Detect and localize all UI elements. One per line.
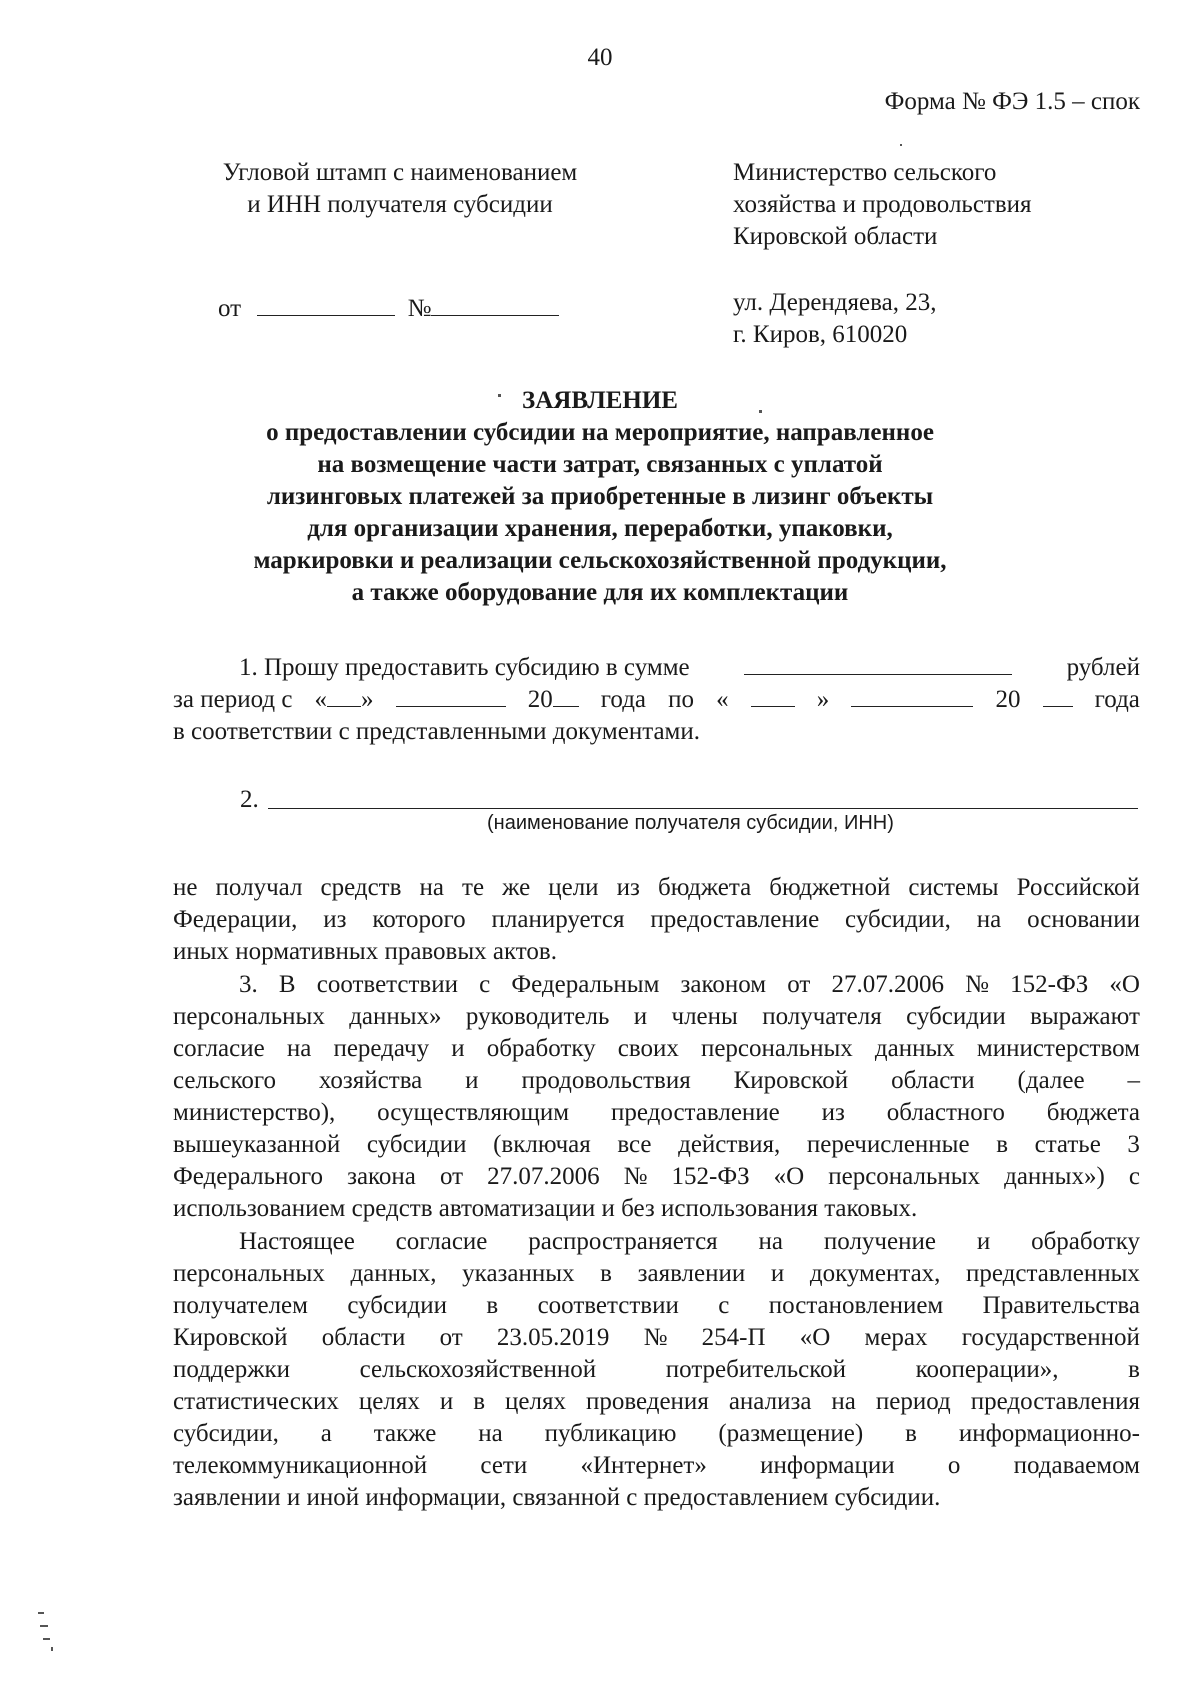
text-line: Кировской области от 23.05.2019 № 254-П «О мерах государственной — [173, 1324, 1140, 1351]
scan-speck — [38, 1612, 44, 1614]
scan-speck — [43, 1638, 50, 1640]
title-line: о предоставлении субсидии на мероприятие, направленное — [266, 419, 934, 446]
text-line: сельского хозяйства и продовольствия Кировской области (далее – — [173, 1067, 1140, 1094]
quote-open: « — [716, 686, 729, 713]
text-line: не получал средств на те же цели из бюджета бюджетной системы Российской — [173, 874, 1140, 901]
start-month-field[interactable] — [396, 684, 506, 707]
addressee-line: хозяйства и продовольствия — [733, 191, 1032, 218]
stamp-line: и ИНН получателя субсидии — [247, 191, 553, 218]
text-line: Настоящее согласие распространяется на получение и обработку — [239, 1228, 1140, 1255]
year-prefix: 20 — [995, 686, 1021, 713]
stamp-block — [150, 157, 650, 221]
text-line: получателем субсидии в соответствии с постановлением Правительства — [173, 1292, 1140, 1319]
text-line: заявлении и иной информации, связанной с предоставлением субсидии. — [173, 1484, 941, 1511]
quote-close: » — [361, 686, 374, 713]
item-1 — [173, 652, 1140, 748]
text-line: вышеуказанной субсидии (включая все действия, перечисленные в статье 3 — [173, 1131, 1140, 1158]
paragraph-2 — [173, 872, 1140, 968]
year-word: года — [1094, 686, 1140, 713]
start-year-field[interactable] — [553, 684, 579, 707]
title-line: а также оборудование для их комплектации — [351, 579, 849, 606]
year-word: года — [600, 686, 647, 713]
addressee-line: Министерство сельского — [733, 159, 997, 186]
end-month-field[interactable] — [851, 684, 973, 707]
quote-close: » — [816, 686, 830, 713]
scan-speck — [759, 410, 762, 413]
text-line: статистических целях и в целях проведения анализа на период предоставления — [173, 1388, 1140, 1415]
date-field[interactable] — [257, 293, 395, 316]
scan-speck — [51, 1647, 53, 1651]
text-line: министерство), осуществляющим предоставление из областного бюджета — [173, 1099, 1140, 1126]
stamp-date-number — [218, 293, 559, 325]
item1-currency: рублей — [1066, 654, 1140, 681]
title-heading: ЗАЯВЛЕНИЕ — [522, 387, 678, 414]
item1-last-line: в соответствии с представленными документами. — [173, 718, 701, 745]
address-line: ул. Дерендяева, 23, — [733, 289, 937, 316]
text-line: иных нормативных правовых актов. — [173, 938, 557, 965]
text-line: телекоммуникационной сети «Интернет» информации о подаваемом — [173, 1452, 1140, 1479]
to-label: по — [668, 686, 695, 713]
item-2-number: 2. — [240, 786, 259, 813]
from-label: от — [218, 295, 242, 322]
text-line: 3. В соответствии с Федеральным законом от 27.07.2006 № 152-ФЗ «О — [239, 971, 1140, 998]
text-line: Федерации, из которого планируется предоставление субсидии, на основании — [173, 906, 1140, 933]
paragraph-4 — [173, 1226, 1140, 1514]
end-day-field[interactable] — [751, 684, 795, 707]
text-line: персональных данных» руководитель и члены получателя субсидии выражают — [173, 1003, 1140, 1030]
recipient-field[interactable] — [268, 808, 1138, 809]
text-line: использованием средств автоматизации и без использования таковых. — [173, 1195, 918, 1222]
page-number: 40 — [587, 44, 613, 71]
title-line: маркировки и реализации сельскохозяйственной продукции, — [253, 547, 947, 574]
text-line: персональных данных, указанных в заявлении и документах, представленных — [173, 1260, 1140, 1287]
year-prefix: 20 — [527, 686, 553, 713]
addressee-block — [733, 157, 1032, 253]
end-year-field[interactable] — [1043, 684, 1073, 707]
address-line: г. Киров, 610020 — [733, 321, 908, 348]
period-label: за период с — [173, 686, 293, 713]
paragraph-3 — [173, 969, 1140, 1225]
recipient-caption: (наименование получателя субсидии, ИНН) — [487, 812, 894, 834]
title-line: на возмещение части затрат, связанных с уплатой — [317, 451, 883, 478]
scan-speck — [900, 144, 902, 146]
document-title — [0, 385, 1200, 609]
amount-field[interactable] — [744, 652, 1012, 675]
title-line: для организации хранения, переработки, упаковки, — [307, 515, 893, 542]
addressee-address — [733, 287, 936, 351]
stamp-line: Угловой штамп с наименованием — [222, 159, 578, 186]
start-day-field[interactable] — [327, 684, 361, 707]
text-line: субсидии, а также на публикацию (размещение) в информационно- — [173, 1420, 1140, 1447]
item1-prefix: 1. Прошу предоставить субсидию в сумме — [239, 654, 690, 681]
text-line: Федерального закона от 27.07.2006 № 152-ФЗ «О персональных данных») с — [173, 1163, 1140, 1190]
addressee-line: Кировской области — [733, 223, 938, 250]
quote-open: « — [314, 686, 328, 713]
text-line: поддержки сельскохозяйственной потребительской кооперации», в — [173, 1356, 1140, 1383]
number-label: № — [407, 295, 432, 322]
text-line: согласие на передачу и обработку своих персональных данных министерством — [173, 1035, 1140, 1062]
number-field[interactable] — [431, 293, 559, 316]
form-code: Форма № ФЭ 1.5 – спок — [884, 88, 1140, 115]
scan-speck — [40, 1625, 48, 1627]
scan-speck — [498, 394, 501, 397]
title-line: лизинговых платежей за приобретенные в лизинг объекты — [266, 483, 934, 510]
